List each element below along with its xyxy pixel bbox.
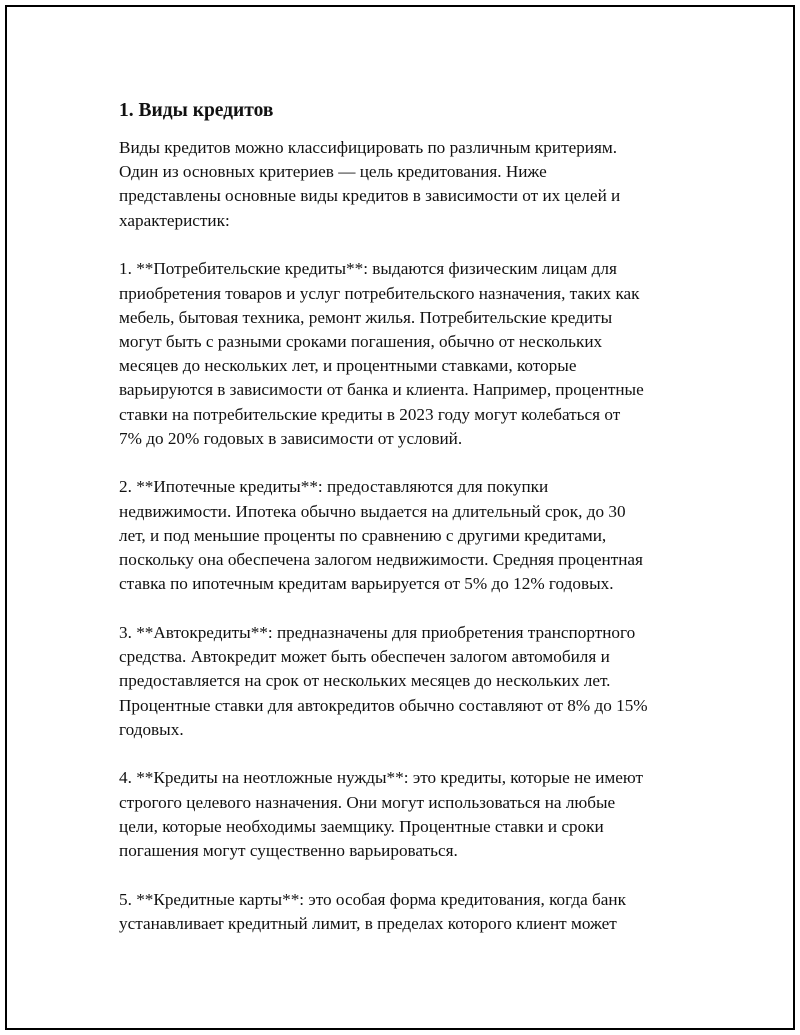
- text-line: средства. Автокредит может быть обеспечен залогом автомобиля и: [119, 647, 610, 667]
- text-line: ставки на потребительские кредиты в 2023 году могут колебаться от: [119, 404, 621, 424]
- text-line: годовых.: [119, 719, 184, 739]
- text-line: устанавливает кредитный лимит, в пределах которого клиент может: [119, 913, 617, 933]
- text-line: лет, и под меньшие проценты по сравнению с другими кредитами,: [119, 525, 607, 545]
- text-line: предоставляется на срок от нескольких месяцев до нескольких лет.: [119, 671, 611, 691]
- text-line: поскольку она обеспечена залогом недвижимости. Средняя процентная: [119, 550, 643, 570]
- text-line: цели, которые необходимы заемщику. Процентные ставки и сроки: [119, 816, 604, 836]
- text-line: варьируются в зависимости от банка и клиента. Например, процентные: [119, 380, 644, 400]
- credit-cards-paragraph: [119, 888, 719, 936]
- mortgage-paragraph: [119, 475, 719, 596]
- text-line: 4. **Кредиты на неотложные нужды**: это кредиты, которые не имеют: [119, 768, 644, 788]
- text-line: ставка по ипотечным кредитам варьируется от 5% до 12% годовых.: [119, 574, 614, 594]
- section-heading: 1. Виды кредитов: [119, 100, 274, 121]
- text-line: могут быть с разными сроками погашения, обычно от нескольких: [119, 331, 603, 351]
- page-frame: [5, 5, 795, 1030]
- text-line: характеристик:: [119, 210, 230, 230]
- intro-paragraph: [119, 136, 719, 233]
- text-line: Виды кредитов можно классифицировать по различным критериям.: [119, 138, 618, 157]
- text-line: 5. **Кредитные карты**: это особая форма кредитования, когда банк: [119, 889, 626, 909]
- text-line: 1. **Потребительские кредиты**: выдаются физическим лицам для: [119, 259, 617, 279]
- text-line: 3. **Автокредиты**: предназначены для приобретения транспортного: [119, 622, 636, 642]
- urgent-needs-paragraph: [119, 766, 719, 863]
- text-line: мебель, бытовая техника, ремонт жилья. Потребительские кредиты: [119, 307, 613, 327]
- text-line: 2. **Ипотечные кредиты**: предоставляются для покупки: [119, 477, 549, 497]
- consumer-credit-paragraph: [119, 257, 719, 451]
- auto-loan-paragraph: [119, 621, 719, 742]
- text-line: приобретения товаров и услуг потребительского назначения, таких как: [119, 283, 640, 303]
- text-line: представлены основные виды кредитов в зависимости от их целей и: [119, 186, 621, 206]
- document-body: [119, 99, 719, 961]
- text-line: недвижимости. Ипотека обычно выдается на длительный срок, до 30: [119, 501, 626, 521]
- text-line: строгого целевого назначения. Они могут использоваться на любые: [119, 792, 616, 812]
- text-line: месяцев до нескольких лет, и процентными ставками, которые: [119, 356, 577, 376]
- text-line: Процентные ставки для автокредитов обычно составляют от 8% до 15%: [119, 695, 648, 715]
- text-line: 7% до 20% годовых в зависимости от условий.: [119, 428, 463, 448]
- text-line: погашения могут существенно варьироваться.: [119, 841, 458, 861]
- text-line: Один из основных критериев — цель кредитования. Ниже: [119, 162, 547, 182]
